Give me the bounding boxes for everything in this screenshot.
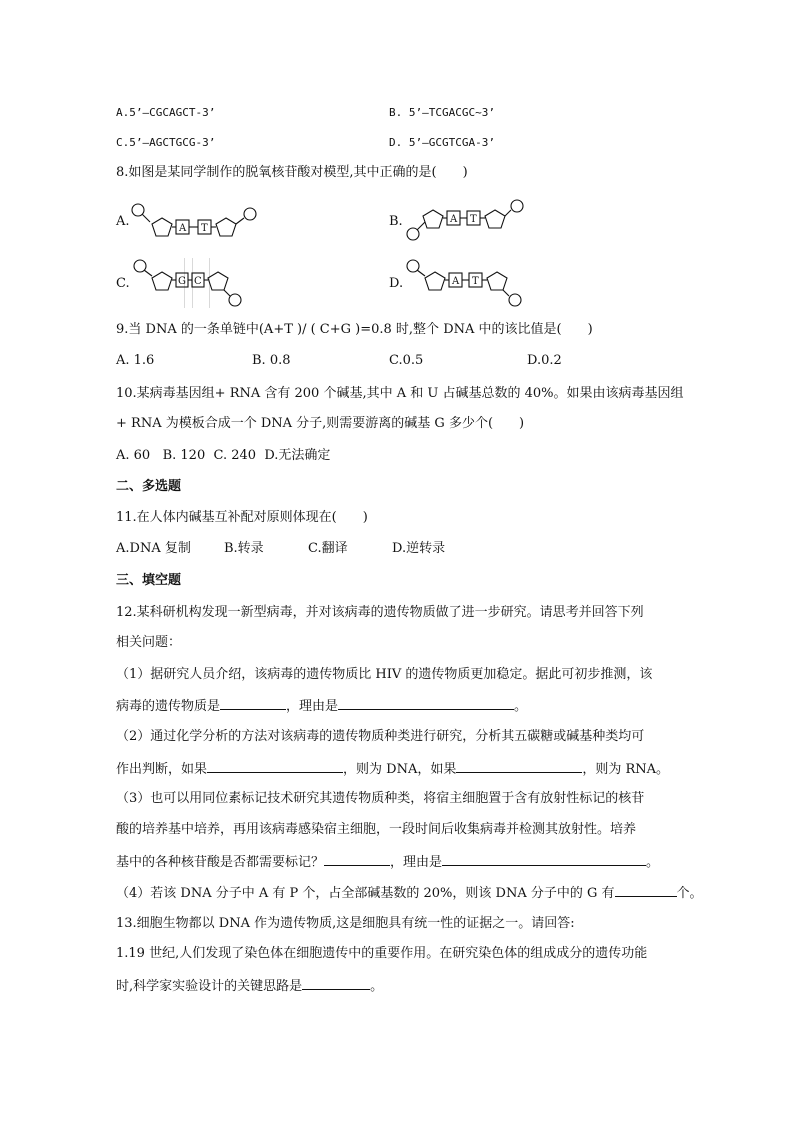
q12-part4-text-a: （4）若该 DNA 分子中 A 有 P 个，占全部碱基数的 20%，则该 DNA 分子中的 G 有 [116, 886, 615, 901]
q8-a-base-right: T [201, 223, 208, 234]
q9-option-b: B. 0.8 [252, 353, 291, 368]
q11-option-d: D.逆转录 [392, 541, 446, 556]
q8-b-base-left: A [450, 214, 458, 225]
q8-d-base-left: A [452, 276, 460, 287]
answer-blank[interactable] [324, 853, 390, 866]
q8-b-base-right: T [470, 214, 477, 225]
q9-stem: 9.当 DNA 的一条单链中(A+T )/ ( C+G )=0.8 时,整个 DNA 中的该比值是( ) [116, 322, 593, 337]
q13-sub1-text-b: 。 [370, 979, 384, 994]
q10-options: A. 60 B. 120 C. 240 D.无法确定 [116, 448, 331, 463]
answer-blank[interactable] [338, 697, 514, 710]
q8-model-a [126, 200, 266, 250]
q13-intro: 13.细胞生物都以 DNA 作为遗传物质,这是细胞具有统一性的证据之一。请回答: [116, 916, 575, 931]
q13-sub1-line1: 1.19 世纪,人们发现了染色体在细胞遗传中的重要作用。在研究染色体的组成成分的遗传功能 [116, 946, 648, 961]
q8-model-b [401, 196, 531, 246]
q12-part1-text-c: 。 [514, 699, 528, 714]
q10-line2: + RNA 为模板合成一个 DNA 分子,则需要游离的碱基 G 多少个( ) [116, 416, 525, 431]
q12-part3-text-a: 基中的各种核苷酸是否都需要标记？ [116, 855, 325, 870]
q8-model-d [401, 256, 531, 310]
answer-blank[interactable] [207, 760, 343, 773]
q8-stem: 8.如图是某同学制作的脱氧核苷酸对模型,其中正确的是( ) [116, 165, 468, 180]
q9-option-d: D.0.2 [527, 353, 562, 368]
q12-part4 [116, 884, 703, 902]
q10-line1: 10.某病毒基因组+ RNA 含有 200 个碱基,其中 A 和 U 占碱基总数的 40%。如果由该病毒基因组 [116, 386, 684, 401]
q8-label-b: B. [389, 214, 403, 229]
q12-part1-line1: （1）据研究人员介绍，该病毒的遗传物质比 HIV 的遗传物质更加稳定。据此可初步推测，该 [116, 667, 653, 682]
q11-stem: 11.在人体内碱基互补配对原则体现在( ) [116, 510, 368, 525]
q8-label-c: C. [116, 276, 130, 291]
q8-model-c [126, 256, 246, 310]
q12-part3-text-c: 。 [646, 855, 660, 870]
q7-option-d: D. 5’—GCGTCGA-3’ [389, 136, 495, 149]
q8-label-d: D. [389, 276, 404, 291]
q8-c-base-left: G [178, 276, 186, 287]
q12-part2-line2 [116, 760, 669, 778]
q12-part1-text-a: 病毒的遗传物质是 [116, 699, 221, 714]
q12-intro-line1: 12.某科研机构发现一新型病毒，并对该病毒的遗传物质做了进一步研究。请思考并回答下列 [116, 605, 644, 620]
section-heading-fill-in: 三、填空题 [116, 573, 182, 588]
q12-part2-text-a: 作出判断，如果 [116, 762, 208, 777]
q12-intro-line2: 相关问题： [116, 635, 182, 650]
answer-blank[interactable] [442, 853, 646, 866]
q8-label-a: A. [116, 214, 130, 229]
answer-blank[interactable] [302, 977, 370, 990]
q8-a-base-left: A [179, 223, 187, 234]
q7-option-b: B. 5’—TCGACGC~3’ [389, 106, 495, 119]
section-heading-multiple-choice: 二、多选题 [116, 479, 182, 494]
q11-option-a: A.DNA 复制 [116, 541, 191, 556]
q9-option-a: A. 1.6 [116, 353, 155, 368]
q12-part1-text-b: ，理由是 [286, 699, 339, 714]
q12-part1-line2 [116, 697, 527, 715]
q12-part2-line1: （2）通过化学分析的方法对该病毒的遗传物质种类进行研究，分析其五碳糖或碱基种类均可 [116, 729, 645, 744]
q11-option-c: C.翻译 [308, 541, 348, 556]
q12-part3-line2: 酸的培养基中培养，再用该病毒感染宿主细胞，一段时间后收集病毒并检测其放射性。培养 [116, 822, 637, 837]
q9-option-c: C.0.5 [389, 353, 424, 368]
answer-blank[interactable] [220, 697, 286, 710]
q11-option-b: B.转录 [224, 541, 264, 556]
q7-option-a: A.5’—CGCAGCT-3’ [116, 106, 216, 119]
q13-sub1-text-a: 时,科学家实验设计的关键思路是 [116, 979, 303, 994]
q12-part3-text-b: ，理由是 [390, 855, 443, 870]
q12-part2-text-b: ，则为 DNA，如果 [343, 762, 457, 777]
q12-part3-line1: （3）也可以用同位素标记技术研究其遗传物质种类，将宿主细胞置于含有放射性标记的核苷 [116, 791, 645, 806]
q12-part3-line3 [116, 853, 659, 871]
answer-blank[interactable] [615, 884, 677, 897]
answer-blank[interactable] [456, 760, 582, 773]
q12-part2-text-c: ，则为 RNA。 [582, 762, 670, 777]
q8-c-base-right: C [194, 276, 202, 287]
q7-option-c: C.5’—AGCTGCG-3’ [116, 136, 216, 149]
q8-d-base-right: T [472, 276, 479, 287]
q12-part4-text-b: 个。 [676, 886, 703, 901]
q13-sub1-line2 [116, 977, 383, 995]
